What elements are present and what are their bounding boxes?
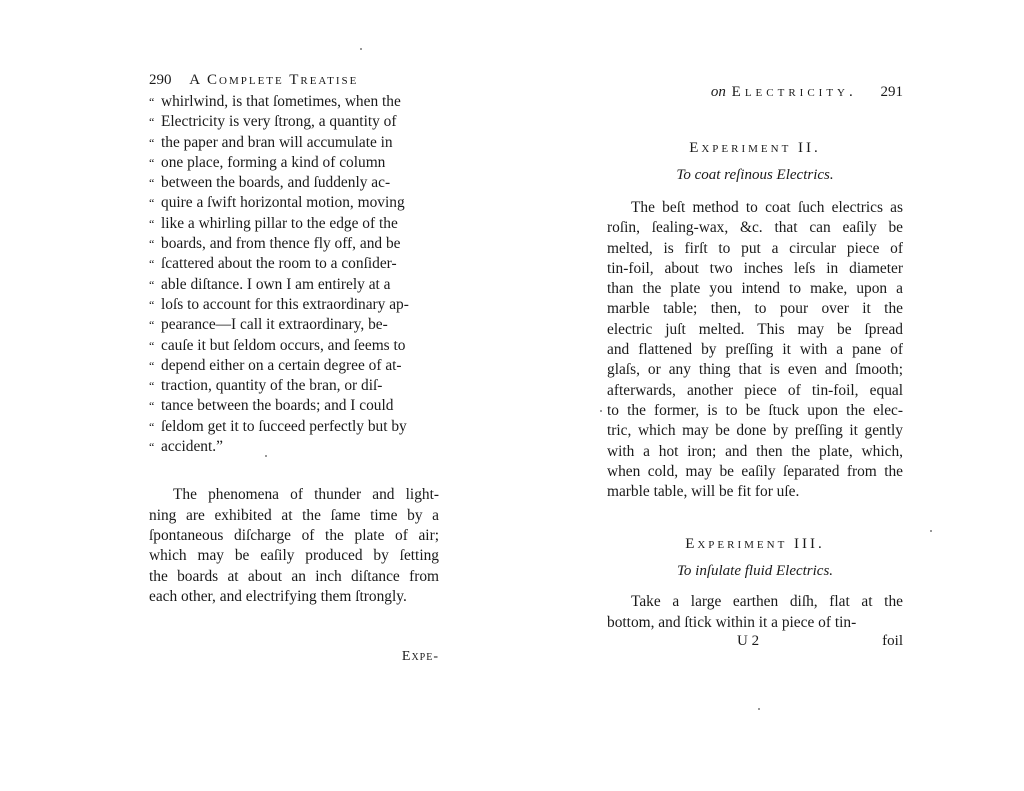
quote-mark: “ — [149, 115, 155, 130]
text-line — [149, 234, 439, 254]
text-line — [149, 546, 439, 566]
speck — [600, 410, 602, 412]
text-line — [607, 613, 903, 633]
quote-mark: “ — [149, 155, 155, 170]
quoted-passage — [149, 92, 439, 457]
paragraph — [149, 485, 439, 607]
line-text: marble table, will be fit for uſe. — [607, 483, 800, 501]
line-text: ſcattered about the room to a conſider- — [161, 255, 397, 273]
line-text: which may be eaſily produced by ſetting — [149, 547, 439, 565]
catchword: Expe- — [401, 649, 439, 665]
text-line — [149, 485, 439, 505]
line-text: tance between the boards; and I could — [161, 397, 394, 415]
line-text: between the boards, and ſuddenly ac- — [161, 174, 391, 192]
line-text: ſeldom get it to ſucceed perfectly but by — [161, 417, 407, 435]
line-text: the boards at about an inch diſtance from — [149, 567, 439, 585]
text-line — [149, 526, 439, 546]
line-text: one place, forming a kind of column — [161, 153, 386, 171]
line-text: tin-foil, about two inches leſs in diameter — [607, 259, 903, 277]
line-text: depend either on a certain degree of at- — [161, 356, 402, 374]
catchword: foil — [882, 633, 903, 650]
quote-mark: “ — [149, 358, 155, 373]
text-line — [607, 299, 903, 319]
text-line — [149, 214, 439, 234]
quote-mark: “ — [149, 297, 155, 312]
text-line — [149, 295, 439, 315]
speck — [360, 48, 362, 50]
text-line — [607, 218, 903, 238]
text-line — [607, 442, 903, 462]
quote-mark: “ — [149, 237, 155, 252]
right-page — [607, 84, 903, 653]
line-text: melted, is firſt to put a circular piece of — [607, 239, 903, 257]
line-text: with a hot iron; and then the plate, which, — [607, 442, 903, 460]
running-header — [607, 84, 903, 104]
text-line — [149, 153, 439, 173]
quote-mark: “ — [149, 338, 155, 353]
line-text: ſpontaneous diſcharge of the plate of air; — [149, 526, 439, 544]
text-line — [149, 567, 439, 587]
text-line — [149, 376, 439, 396]
running-head: A Complete Treatise — [189, 72, 359, 88]
line-text: afterwards, another piece of tin-foil, equal — [607, 381, 903, 399]
line-text: The beſt method to coat ſuch electrics as — [631, 199, 903, 216]
text-line — [149, 92, 439, 112]
left-page — [149, 72, 439, 665]
line-text: electric juſt melted. This may be ſpread — [607, 320, 903, 338]
quote-mark: “ — [149, 135, 155, 150]
text-line — [149, 396, 439, 416]
line-text: marble table; then, to pour over it the — [607, 300, 903, 318]
line-text: traction, quantity of the bran, or diſ- — [161, 377, 383, 395]
text-line — [607, 340, 903, 360]
text-line — [607, 401, 903, 421]
text-line — [607, 259, 903, 279]
page-number: 291 — [880, 84, 903, 100]
quote-mark: “ — [149, 196, 155, 211]
text-line — [149, 193, 439, 213]
quote-mark: “ — [149, 277, 155, 292]
running-head: Electricity. — [731, 84, 857, 100]
text-line — [607, 462, 903, 482]
speck — [758, 708, 760, 710]
experiment-subheading: To coat reſinous Electrics. — [676, 167, 834, 183]
line-text: pearance—I call it extraordinary, be- — [161, 316, 388, 334]
text-line — [607, 320, 903, 340]
line-text: like a whirling pillar to the edge of the — [161, 214, 398, 232]
line-text: than the plate you intend to make, upon a — [607, 280, 903, 298]
quote-mark: “ — [149, 379, 155, 394]
line-text: when cold, may be eaſily ſeparated from the — [607, 462, 903, 480]
experiment-text — [607, 198, 903, 502]
experiment-text — [607, 592, 903, 633]
text-line — [149, 437, 439, 457]
running-header — [149, 72, 439, 92]
quote-mark: “ — [149, 399, 155, 414]
line-text: whirlwind, is that ſometimes, when the — [161, 93, 401, 110]
line-text: loſs to account for this extraordinary ap- — [161, 295, 409, 313]
line-text: ning are exhibited at the ſame time by a — [149, 506, 439, 524]
line-text: to the former, is to be ſtuck upon the elec- — [607, 401, 903, 419]
text-line — [149, 133, 439, 153]
text-line — [149, 275, 439, 295]
text-line — [149, 587, 439, 607]
line-text: able diſtance. I own I am entirely at a — [161, 275, 391, 293]
text-line — [607, 482, 903, 502]
text-line — [607, 381, 903, 401]
line-text: glaſs, or any thing that is even and ſmooth; — [607, 361, 903, 379]
quote-mark: “ — [149, 318, 155, 333]
line-text: the paper and bran will accumulate in — [161, 133, 393, 151]
text-line — [149, 112, 439, 132]
text-line — [149, 417, 439, 437]
line-text: bottom, and ſtick within it a piece of tin- — [607, 613, 857, 631]
experiment-heading: Experiment III. — [685, 536, 825, 553]
line-text: Take a large earthen diſh, flat at the — [631, 593, 903, 611]
text-line — [607, 592, 903, 612]
text-line — [149, 173, 439, 193]
quote-mark: “ — [149, 176, 155, 191]
line-text: each other, and electrifying them ſtrongly. — [149, 587, 407, 605]
text-line — [607, 198, 903, 218]
line-text: quire a ſwift horizontal motion, moving — [161, 194, 405, 212]
text-line — [607, 239, 903, 259]
running-head-prefix: on — [710, 84, 726, 100]
text-line — [149, 506, 439, 526]
quote-mark: “ — [149, 419, 155, 434]
quote-mark: “ — [149, 95, 155, 109]
speck — [930, 530, 932, 532]
text-line — [607, 421, 903, 441]
text-line — [149, 315, 439, 335]
experiment-subheading: To inſulate fluid Electrics. — [676, 563, 834, 580]
speck — [265, 455, 267, 457]
line-text: roſin, ſealing-wax, &c. that can eaſily be — [607, 219, 903, 237]
line-text: cauſe it but ſeldom occurs, and ſeems to — [161, 336, 406, 354]
text-line — [607, 279, 903, 299]
line-text: boards, and from thence fly off, and be — [161, 235, 401, 253]
quote-mark: “ — [149, 257, 155, 272]
signature-mark: U 2 — [737, 633, 760, 650]
line-text: accident.” — [161, 438, 223, 456]
line-text: tric, which may be done by preſſing it gently — [607, 422, 903, 440]
line-text: and flattened by preſſing it with a pane of — [607, 341, 903, 359]
page-number: 290 — [149, 72, 172, 88]
text-line — [149, 356, 439, 376]
experiment-heading: Experiment II. — [689, 140, 821, 156]
quote-mark: “ — [149, 216, 155, 231]
text-line — [149, 336, 439, 356]
text-line — [607, 360, 903, 380]
line-text: The phenomena of thunder and light- — [173, 486, 439, 504]
text-line — [149, 254, 439, 274]
quote-mark: “ — [149, 440, 155, 455]
line-text: Electricity is very ſtrong, a quantity of — [161, 113, 397, 131]
